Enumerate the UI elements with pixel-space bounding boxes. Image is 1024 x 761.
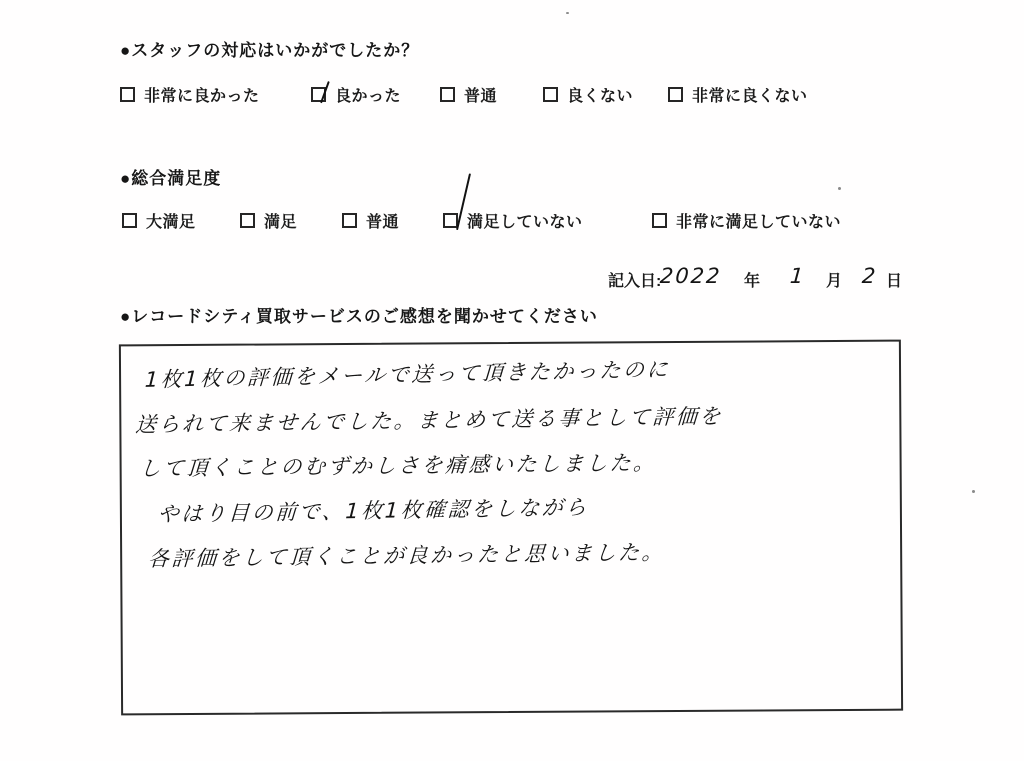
checkbox[interactable] — [543, 87, 558, 102]
checkbox[interactable] — [122, 213, 137, 228]
checkbox-label: 満足 — [264, 213, 298, 231]
checkbox-label: 良かった — [335, 87, 402, 105]
checkbox[interactable] — [668, 87, 683, 102]
checkbox-label: 非常に良くない — [692, 87, 808, 105]
scan-speck — [566, 12, 569, 14]
option-staff-very-bad[interactable] — [668, 84, 808, 104]
option-satisfaction-very-unsatisfied[interactable] — [652, 210, 841, 230]
checkbox[interactable] — [440, 87, 455, 102]
option-staff-very-good[interactable] — [120, 84, 260, 104]
scan-speck — [838, 187, 841, 190]
option-satisfaction-very-satisfied[interactable] — [122, 210, 196, 230]
checkbox[interactable] — [342, 213, 357, 228]
handwritten-comment-line: やはり目の前で、1枚1枚確認をしながら — [157, 495, 590, 527]
checkbox-label: 大満足 — [146, 213, 196, 231]
handwritten-month: 1 — [789, 264, 807, 288]
option-satisfaction-normal[interactable] — [342, 210, 399, 230]
day-unit: 日 — [886, 273, 903, 290]
checkbox[interactable] — [120, 87, 135, 102]
date-entry-line — [0, 262, 1024, 296]
date-label: 記入日: — [608, 273, 662, 290]
month-unit: 月 — [826, 273, 843, 290]
checkbox-label: 非常に満足していない — [676, 213, 842, 231]
question-staff-heading: ●スタッフの対応はいかがでしたか？ — [120, 41, 420, 60]
checkbox[interactable] — [443, 213, 458, 228]
handwritten-comment-line: 送られて来ませんでした。まとめて送る事として評価を — [134, 404, 724, 437]
handwritten-comment-line: 各評価をして頂くことが良かったと思いました。 — [147, 540, 666, 572]
handwritten-year: 2022 — [659, 264, 723, 288]
handwritten-comment-line: 1枚1枚の評価をメールで送って頂きたかったのに — [144, 357, 671, 392]
option-staff-good[interactable] — [311, 84, 401, 104]
scan-speck — [972, 490, 975, 493]
option-staff-bad[interactable] — [543, 84, 633, 104]
handwritten-day: 2 — [861, 264, 879, 288]
comment-box — [119, 340, 903, 716]
checkbox-label: 普通 — [366, 213, 400, 231]
comment-section-heading: ●レコードシティ買取サービスのご感想を聞かせてください — [120, 307, 598, 326]
checkbox[interactable] — [311, 87, 326, 102]
year-unit: 年 — [744, 273, 761, 290]
handwritten-comment-line: して頂くことのむずかしさを痛感いたしました。 — [138, 450, 658, 481]
option-satisfaction-satisfied[interactable] — [240, 210, 297, 230]
checkbox[interactable] — [652, 213, 667, 228]
checkbox-label: 満足していない — [467, 213, 583, 231]
checkbox-label: 非常に良かった — [144, 87, 260, 105]
handwritten-check-mark — [320, 81, 330, 103]
checkbox-label: 普通 — [464, 87, 498, 105]
question-satisfaction-heading: ●総合満足度 — [120, 169, 222, 188]
option-staff-normal[interactable] — [440, 84, 497, 104]
checkbox[interactable] — [240, 213, 255, 228]
checkbox-label: 良くない — [567, 87, 634, 105]
option-satisfaction-not-satisfied[interactable] — [443, 210, 583, 230]
